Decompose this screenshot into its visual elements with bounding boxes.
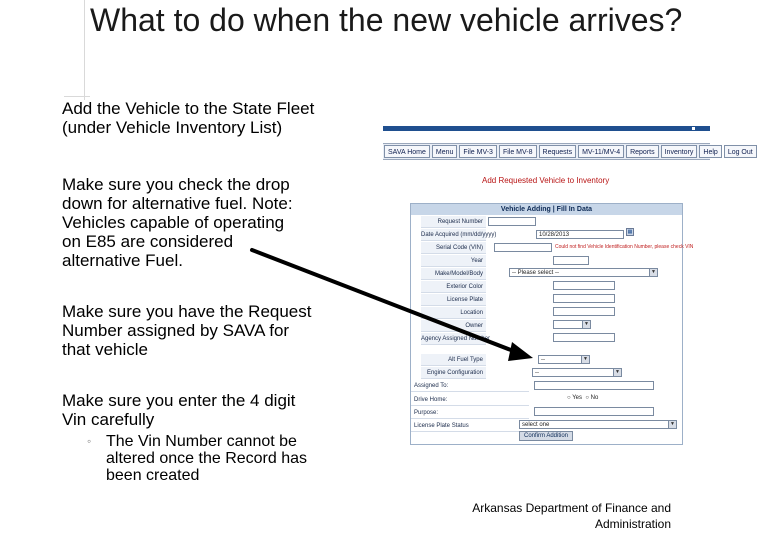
label-year: Year [421,255,486,267]
chevron-down-icon: ▼ [581,356,589,363]
label-drive-home: Drive Home: [411,394,529,406]
label-exterior-color: Exterior Color [421,281,486,293]
menu-item-reports[interactable]: Reports [626,145,659,158]
drive-home-yes-label: Yes [572,395,582,401]
label-date-acquired: Date Acquired (mm/dd/yyyy) [421,229,486,241]
arrow-shaft [252,250,516,352]
label-request-number: Request Number [421,216,486,228]
bullet-vin: Make sure you enter the 4 digit Vin carefully [62,391,296,429]
sub-bullet-marker: ◦ [87,434,92,448]
label-license-plate-status: License Plate Status [411,420,529,432]
menu-item-log-out[interactable]: Log Out [724,145,757,158]
menu-item-menu[interactable]: Menu [432,145,458,158]
chevron-down-icon: ▼ [668,421,676,428]
arrow-head [508,342,533,361]
form-title: Add Requested Vehicle to Inventory [482,176,610,185]
calendar-icon[interactable]: ▦ [627,229,633,235]
license-plate-status-value: select one [522,422,550,428]
label-serial-code: Serial Code (VIN) [421,242,486,254]
engine-configuration-value: -- [535,370,539,376]
footer-organization: Arkansas Department of Finance and Administration [472,501,671,531]
label-location: Location [421,307,486,319]
label-purpose: Purpose: [411,407,529,419]
confirm-addition-button[interactable]: Confirm Addition [519,431,573,441]
menu-item-requests[interactable]: Requests [539,145,577,158]
chevron-down-icon: ▼ [649,269,657,276]
bullet-alternative-fuel: Make sure you check the drop down for alternative fuel. Note: Vehicles capable of operating on E85 are considered alternative Fuel. [62,175,293,270]
label-engine-configuration: Engine Configuration [421,367,486,379]
menu-item-inventory[interactable]: Inventory [661,145,698,158]
menu-item-sava-home[interactable]: SAVA Home [384,145,430,158]
label-assigned-to: Assigned To: [411,380,529,392]
drive-home-no-label: No [590,395,599,401]
menu-item-help[interactable]: Help [699,145,721,158]
sub-bullet-text: The Vin Number cannot be altered once the Record has been created [106,433,308,484]
menu-item-file-mv8[interactable]: File MV-8 [499,145,537,158]
make-model-body-value: -- Please select -- [512,270,560,276]
label-agency-assigned-number: Agency Assigned Number [421,333,486,345]
date-acquired-input[interactable]: 10/28/2013 [536,230,624,239]
slide-title: What to do when the new vehicle arrives? [90,2,683,38]
vin-warning-text: Could not find Vehicle Identification Number, please check VIN [555,244,694,250]
alt-fuel-type-value: -- [541,357,545,363]
drive-home-yes-radio[interactable]: ○ Yes [567,395,582,401]
chevron-down-icon: ▼ [613,369,621,376]
label-make-model-body: Make/Model/Body [421,268,486,280]
chevron-down-icon: ▼ [582,321,590,328]
label-alt-fuel-type: Alt Fuel Type [421,354,486,366]
menu-item-mv11-mv4[interactable]: MV-11/MV-4 [578,145,624,158]
bullet-add-vehicle: Add the Vehicle to the State Fleet (under Vehicle Inventory List) [62,99,315,137]
label-license-plate: License Plate [421,294,486,306]
label-owner: Owner [421,320,486,332]
form-section-header: Vehicle Adding | Fill In Data [411,204,682,215]
bullet-request-number: Make sure you have the Request Number assigned by SAVA for that vehicle [62,302,312,359]
drive-home-no-radio[interactable]: ○ No [585,395,599,401]
menu-item-file-mv3[interactable]: File MV-3 [459,145,497,158]
